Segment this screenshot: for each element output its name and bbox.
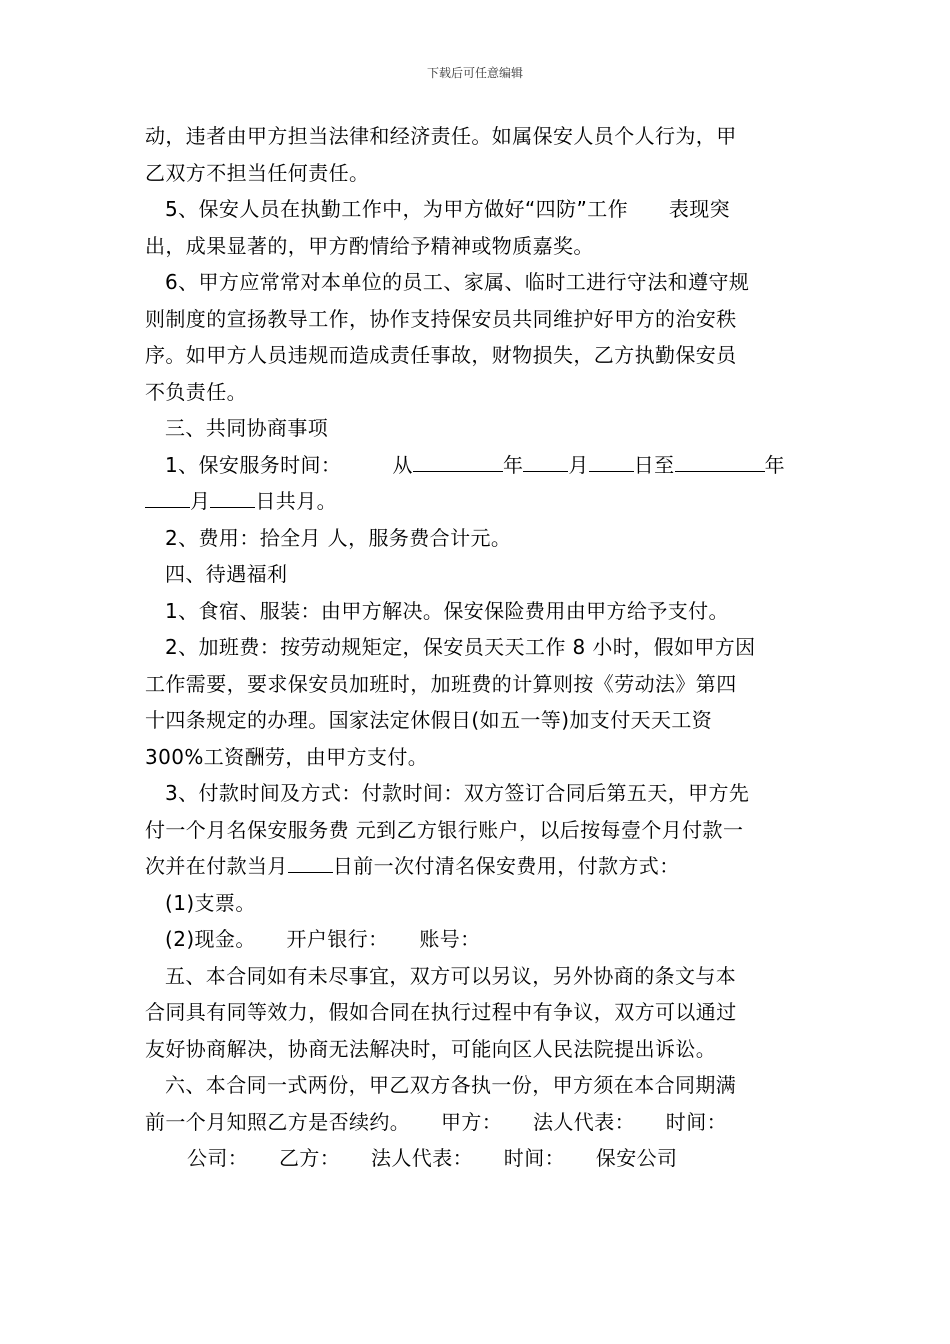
paragraph-line: 动，违者由甲方担当法律和经济责任。如属保安人员个人行为，甲 — [145, 124, 737, 148]
benefit-2-line: 2、加班费：按劳动规矩定，保安员天天工作 8 小时，假如甲方因 — [165, 635, 756, 659]
benefit-1: 1、食宿、服装：由甲方解决。保安保险费用由甲方给予支付。 — [165, 598, 729, 623]
payment-line: 付一个月名保安服务费 元到乙方银行账户，以后按每壹个月付款一 — [145, 817, 744, 842]
benefit-2-line: 300%工资酬劳，由甲方支付。 — [145, 744, 429, 769]
service-time-line — [145, 447, 810, 484]
month-label: 月 — [190, 489, 211, 513]
section-6-line: 六、本合同一式两份，甲乙双方各执一份，甲方须在本合同期满 — [165, 1073, 737, 1097]
blank-line — [288, 850, 333, 873]
year-label: 年 — [764, 452, 785, 477]
benefit-2-line: 工作需要，要求保安员加班时，加班费的计算则按《劳动法》第四 — [145, 671, 737, 696]
payment-method-cheque: (1)支票。 — [165, 890, 256, 915]
day-to-label: 日至 — [633, 452, 675, 477]
clause-6-line: 序。如甲方人员违规而造成责任事故，财物损失，乙方执勤保安员 — [145, 343, 737, 367]
clause-5-line: 5、保安人员在执勤工作中，为甲方做好“四防”工作 表现突 — [165, 197, 731, 221]
blank-line — [413, 449, 503, 472]
section-5-line: 五、本合同如有未尽事宜，双方可以另议，另外协商的条文与本 — [165, 963, 737, 988]
blank-line — [675, 449, 765, 472]
section-4-heading: 四、待遇福利 — [165, 562, 288, 586]
section-5-line: 友好协商解决，协商无法解决时，可能向区人民法院提出诉讼。 — [145, 1036, 717, 1061]
service-time-line-2 — [145, 483, 810, 520]
month-label: 月 — [568, 452, 589, 477]
day-end-label: 日共月。 — [255, 489, 338, 513]
section-5-line: 合同具有同等效力，假如合同在执行过程中有争议，双方可以通过 — [145, 1000, 737, 1024]
page-header-note: 下载后可任意编辑 — [426, 66, 523, 80]
service-time-label: 1、保安服务时间： 从 — [165, 452, 413, 477]
blank-line — [589, 449, 634, 472]
payment-text: 次并在付款当月 — [145, 854, 288, 878]
benefit-2-line: 十四条规定的办理。国家法定休假日(如五一等)加支付天天工资 — [145, 708, 713, 732]
year-label: 年 — [502, 452, 524, 477]
payment-text: 日前一次付清名保安费用，付款方式： — [332, 854, 680, 878]
blank-line — [523, 449, 568, 472]
payment-line: 3、付款时间及方式：付款时间：双方签订合同后第五天，甲方先 — [165, 781, 750, 805]
blank-line — [210, 485, 255, 508]
clause-6-line: 则制度的宣扬教导工作，协作支持保安员共同维护好甲方的治安秩 — [145, 306, 737, 331]
fee-line: 2、费用：拾全月 人，服务费合计元。 — [165, 525, 512, 550]
section-3-heading: 三、共同协商事项 — [165, 416, 329, 440]
clause-5-line: 出，成果显著的，甲方酌情给予精神或物质嘉奖。 — [145, 233, 594, 258]
clause-6-line: 6、甲方应常常对本单位的员工、家属、临时工进行守法和遵守规 — [165, 270, 750, 294]
clause-6-line: 不负责任。 — [145, 379, 247, 404]
contract-body — [145, 118, 810, 1177]
signature-line: 公司： 乙方： 法人代表： 时间： 保安公司 — [187, 1146, 678, 1170]
blank-line — [145, 485, 190, 508]
payment-line — [145, 848, 810, 885]
paragraph-line: 乙双方不担当任何责任。 — [145, 160, 370, 185]
payment-method-cash: (2)现金。 开户银行： 账号： — [165, 927, 481, 951]
section-6-line: 前一个月知照乙方是否续约。 甲方： 法人代表： 时间： — [145, 1109, 727, 1134]
